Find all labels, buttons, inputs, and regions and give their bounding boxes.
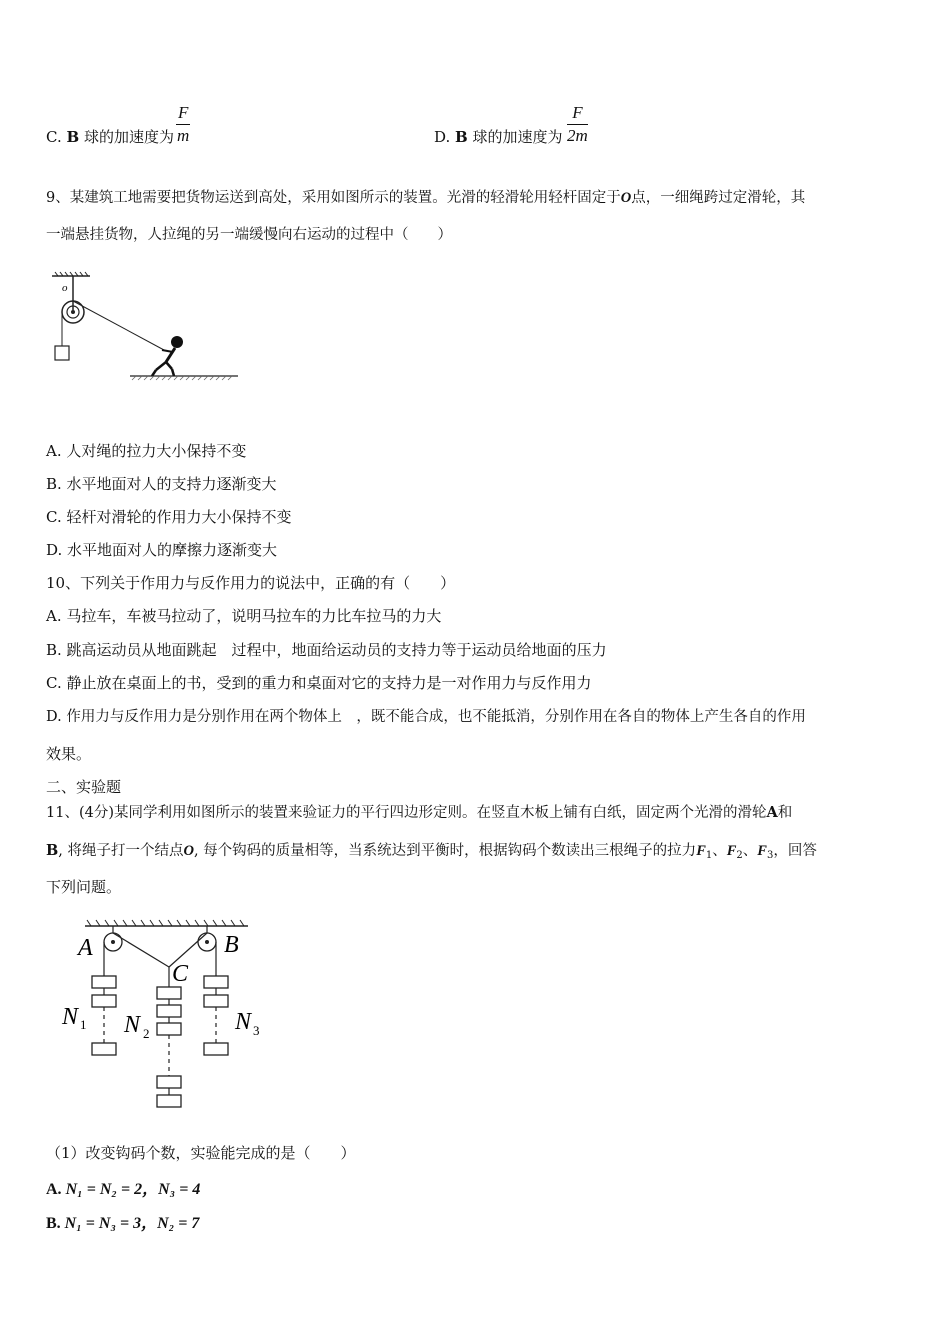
subscript: 1 bbox=[705, 850, 713, 861]
fig-label-n3: N bbox=[235, 1009, 252, 1035]
q10-option-c: C. 静止放在桌面上的书，受到的重力和桌面对它的支持力是一对作用力与反作用力 bbox=[46, 674, 592, 692]
q9-text: 点，一细绳跨过定滑轮，其 bbox=[631, 190, 806, 206]
q10-option-d-line1: D. 作用力与反作用力是分别作用在两个物体上 ，既不能合成，也不能抵消，分别作用在各自的物体上产生各自的作用 bbox=[46, 709, 806, 725]
q11-stem-line3: 下列问题。 bbox=[46, 878, 122, 896]
force-f2: F bbox=[726, 843, 737, 859]
fraction-denominator: m bbox=[177, 126, 190, 145]
q8-option-c bbox=[46, 126, 174, 147]
q11-option-a bbox=[46, 1176, 200, 1199]
pulley-a-label: A bbox=[766, 804, 778, 821]
q11-text: 11、(4分)某同学利用如图所示的装置来验证力的平行四边形定则。在竖直木板上铺有白纸，固定两个光滑的滑轮 bbox=[46, 805, 767, 821]
subscript: 2 bbox=[736, 850, 743, 861]
section-heading: 二、实验题 bbox=[46, 778, 122, 796]
q11-subquestion-1: （1）改变钩码个数，实验能完成的是（ ） bbox=[46, 1144, 356, 1162]
option-text: 球的加速度为 bbox=[83, 128, 174, 146]
option-label: A. bbox=[46, 1181, 62, 1198]
point-o: O bbox=[620, 190, 632, 206]
q11-text: , 每个钩码的质量相等，当系统达到平衡时，根据钩码个数读出三根绳子的拉力 bbox=[193, 843, 697, 859]
q9-stem-line1 bbox=[46, 186, 805, 207]
fig-label-n1: N bbox=[62, 1004, 79, 1030]
q11-text: 和 bbox=[777, 805, 793, 821]
option-label: B. bbox=[46, 1215, 61, 1232]
subscript: 3 bbox=[766, 850, 774, 861]
option-text: 球的加速度为 bbox=[472, 128, 563, 146]
fig-label-n2-sub: 2 bbox=[143, 1026, 150, 1041]
fraction-denominator: 2m bbox=[567, 126, 588, 145]
q9-option-c: C. 轻杆对滑轮的作用力大小保持不变 bbox=[46, 508, 292, 526]
q8-option-d bbox=[434, 126, 563, 147]
fig-label-a: A bbox=[78, 935, 93, 961]
option-label: C. bbox=[46, 128, 62, 146]
ball-label: B bbox=[455, 128, 468, 146]
q9-text: 9、某建筑工地需要把货物运送到高处，采用如图所示的装置。光滑的轻滑轮用轻杆固定于 bbox=[46, 190, 621, 206]
q11-text: , 将绳子打一个结点 bbox=[58, 843, 184, 859]
fig-label-n3-sub: 3 bbox=[253, 1023, 260, 1038]
option-text: N₁ = N₃ = 3，N₂ = 7 bbox=[64, 1215, 200, 1232]
fig-label-n1-sub: 1 bbox=[80, 1017, 87, 1032]
q11-stem-line2: B, 将绳子打一个结点O, 每个钩码的质量相等，当系统达到平衡时，根据钩码个数读出三根绳子的拉力$F_1$、$F_2$、$F_3$，回答 bbox=[46, 842, 817, 861]
fig-label-o: o bbox=[62, 282, 68, 294]
force-f1: F bbox=[696, 843, 706, 859]
q8-option-c-fraction bbox=[176, 102, 190, 147]
option-text: N₁ = N₂ = 2，N₃ = 4 bbox=[65, 1181, 201, 1198]
fig-label-n2: N bbox=[124, 1012, 141, 1038]
q9-option-d: D. 水平地面对人的摩擦力逐渐变大 bbox=[46, 541, 278, 559]
ball-label: B bbox=[66, 128, 80, 146]
fraction-numerator: F bbox=[567, 102, 588, 125]
fig-label-c: C bbox=[172, 961, 189, 987]
q10-option-a: A. 马拉车，车被马拉动了，说明马拉车的力比车拉马的力大 bbox=[46, 607, 442, 625]
knot-o-label: O bbox=[183, 843, 194, 859]
q11-option-b bbox=[46, 1210, 199, 1233]
q9-option-b: B. 水平地面对人的支持力逐渐变大 bbox=[46, 475, 277, 493]
q10-stem: 10、下列关于作用力与反作用力的说法中，正确的有（ ） bbox=[46, 574, 456, 592]
pulley-b-label: B bbox=[46, 842, 59, 859]
q9-option-a: A. 人对绳的拉力大小保持不变 bbox=[46, 442, 247, 460]
fraction-numerator: F bbox=[176, 102, 190, 125]
fig-label-b: B bbox=[224, 932, 239, 958]
q10-option-b: B. 跳高运动员从地面跳起 过程中，地面给运动员的支持力等于运动员给地面的压力 bbox=[46, 641, 607, 659]
q10-option-d-line2: 效果。 bbox=[46, 745, 92, 763]
q11-text: ，回答 bbox=[773, 843, 817, 859]
force-table-figure bbox=[60, 915, 270, 1115]
q9-stem-line2: 一端悬挂货物，人拉绳的另一端缓慢向右运动的过程中（ ） bbox=[46, 227, 452, 243]
pulley-figure bbox=[46, 272, 246, 384]
force-f3: F bbox=[757, 843, 767, 859]
option-label: D. bbox=[434, 128, 451, 146]
q11-stem-line1 bbox=[46, 801, 792, 822]
q8-option-d-fraction bbox=[567, 102, 588, 147]
